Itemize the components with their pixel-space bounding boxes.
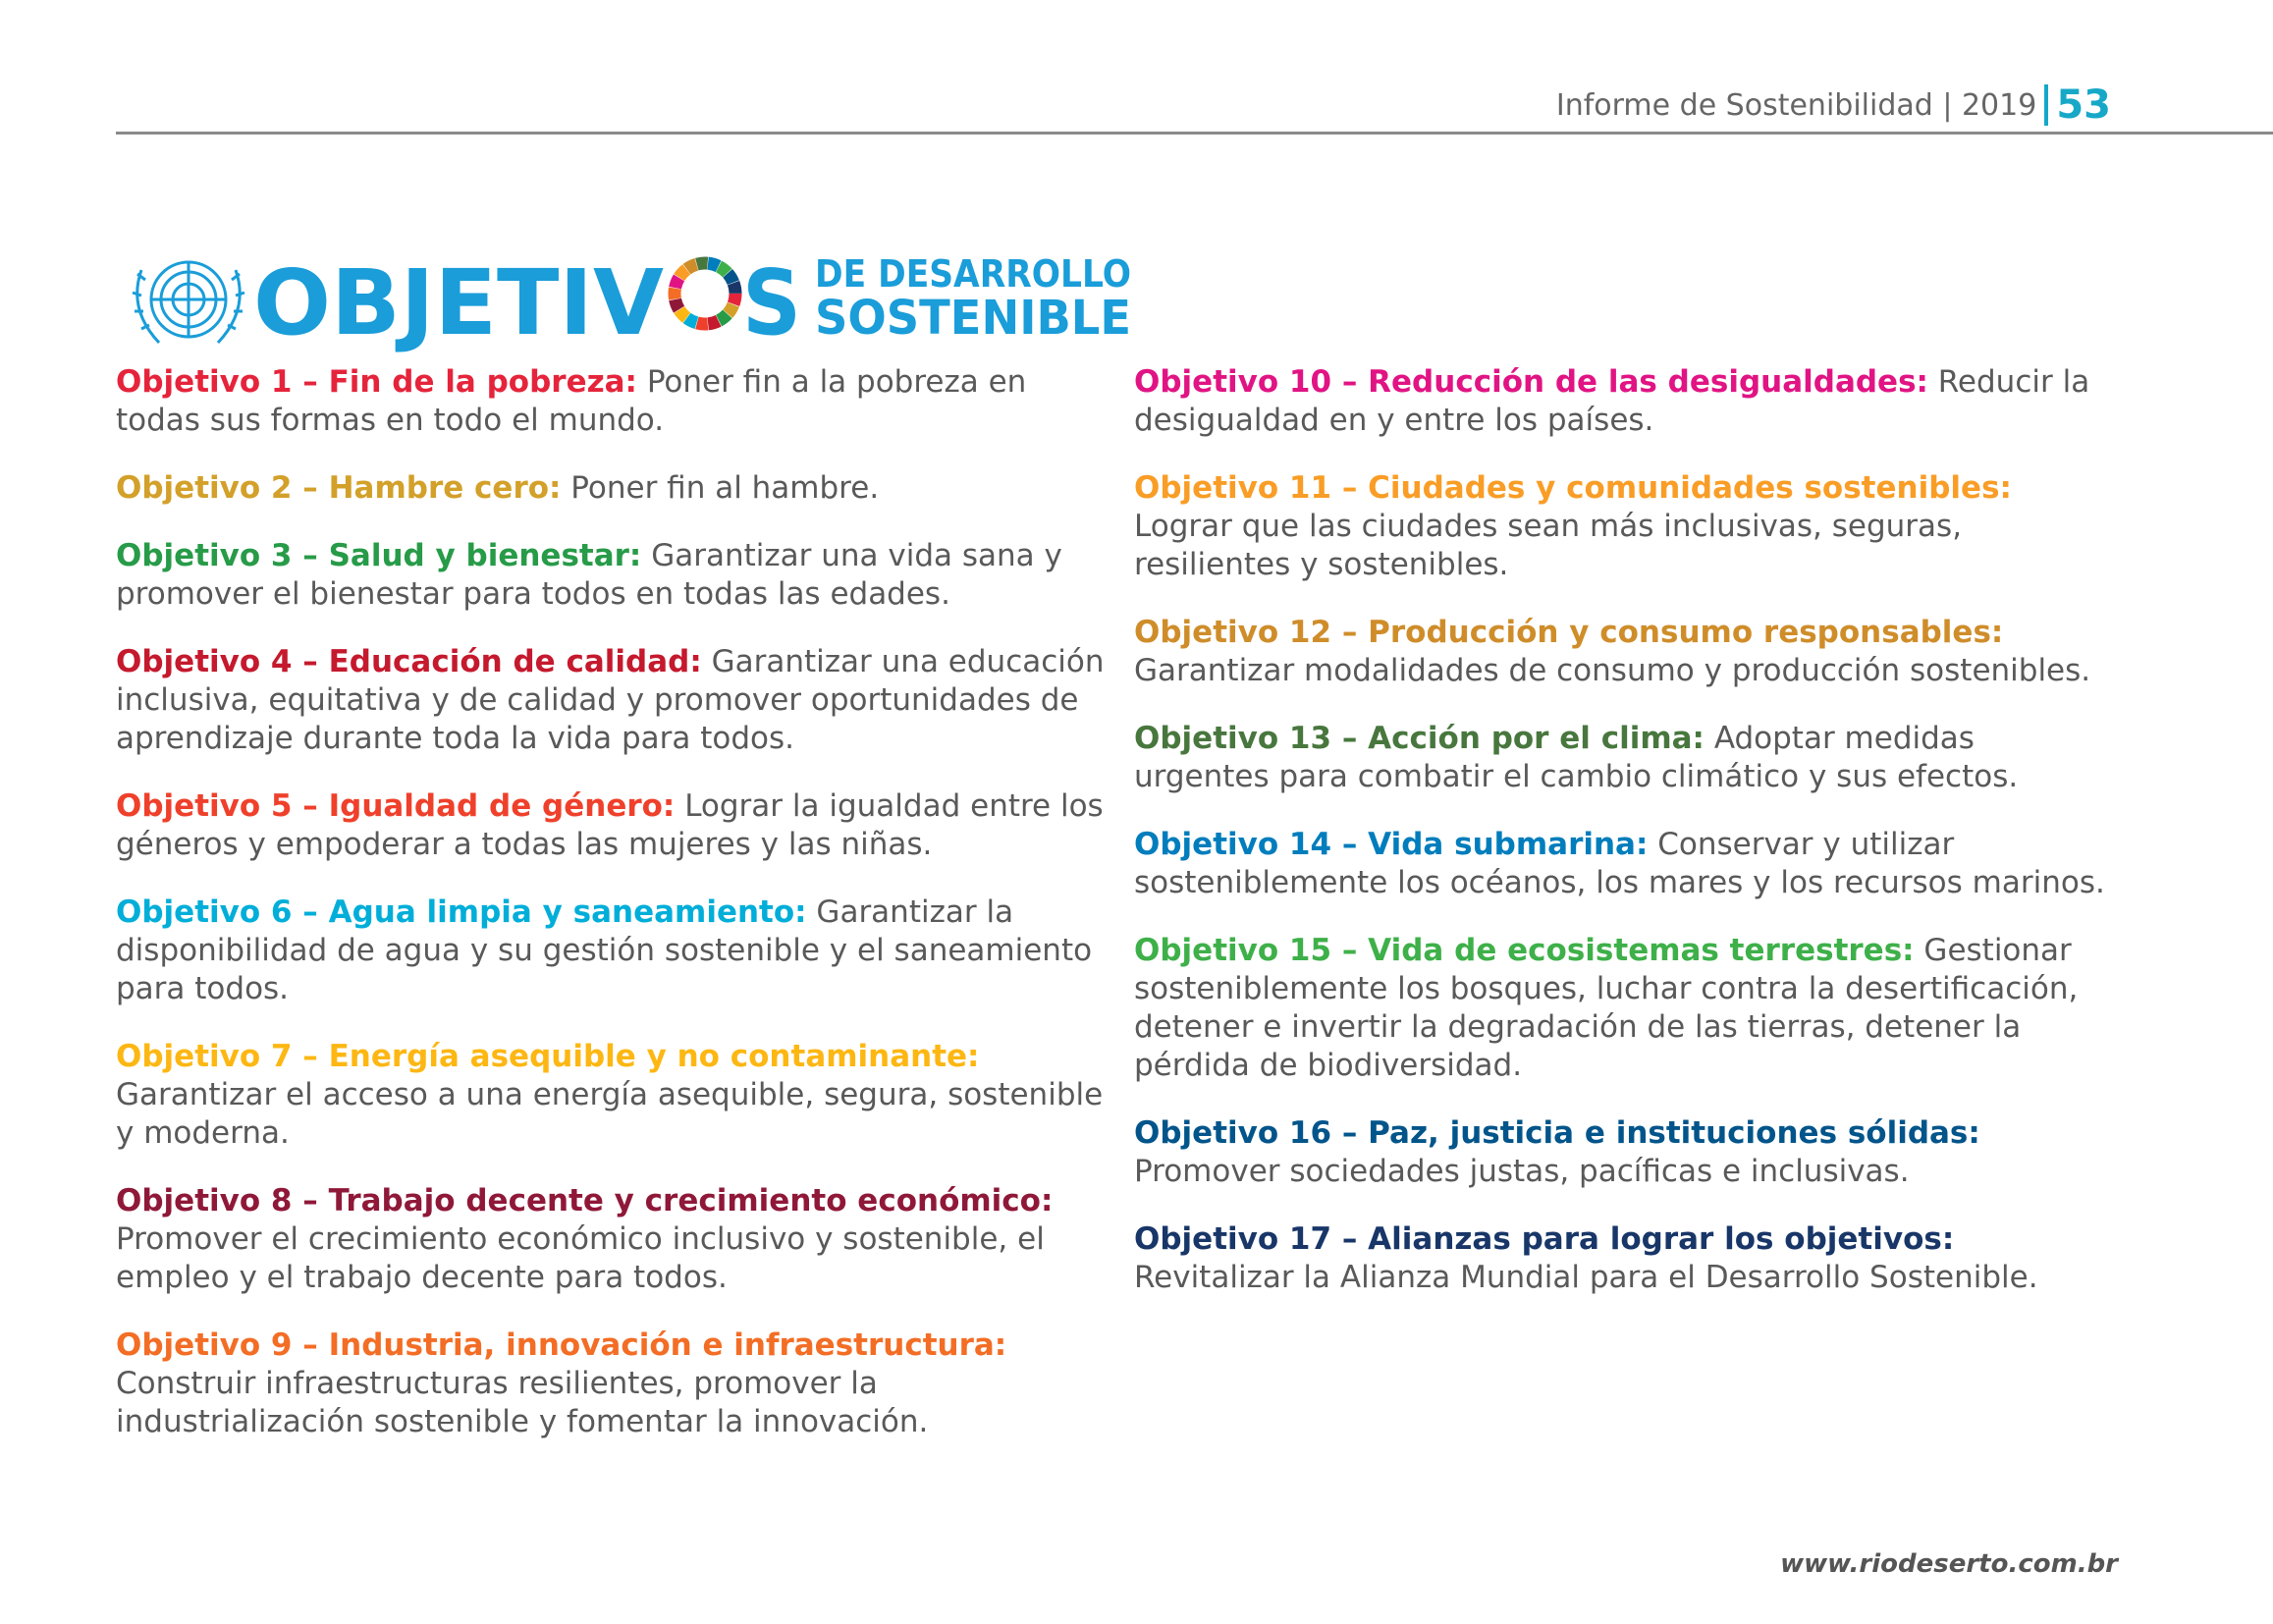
goal-description: Revitalizar la Alianza Mundial para el Desarrollo Sostenible. — [1134, 1260, 2038, 1295]
goal-item — [1134, 720, 2116, 796]
goal-description: Conservar y utilizar sosteniblemente los océanos, los mares y los recursos marinos. — [1134, 827, 2105, 900]
goal-description: Poner fin al hambre. — [570, 470, 880, 506]
goal-title: Objetivo 17 – Alianzas para lograr los objetivos: — [1134, 1221, 1955, 1257]
goal-title: Objetivo 8 – Trabajo decente y crecimiento económico: — [116, 1183, 1054, 1218]
goal-title: Objetivo 9 – Industria, innovación e infraestructura: — [116, 1327, 1007, 1363]
goals-column-left — [116, 363, 1112, 1441]
goal-description: Garantizar modalidades de consumo y producción sostenibles. — [1134, 653, 2091, 688]
goal-description: Adoptar medidas urgentes para combatir el cambio climático y sus efectos. — [1134, 721, 2019, 794]
sdg-logo — [137, 245, 1139, 353]
page-number: 53 — [2044, 84, 2111, 126]
goal-title: Objetivo 4 – Educación de calidad: — [116, 644, 702, 679]
goal-item — [116, 363, 1112, 440]
goals-column-right — [1134, 363, 2116, 1297]
goal-title: Objetivo 6 – Agua limpia y saneamiento: — [116, 894, 807, 930]
goal-item — [1134, 1220, 2116, 1297]
goal-title: Objetivo 5 – Igualdad de género: — [116, 788, 676, 824]
goal-title: Objetivo 1 – Fin de la pobreza: — [116, 364, 637, 400]
un-emblem-icon — [133, 262, 244, 343]
goal-item — [1134, 614, 2116, 690]
goal-item — [116, 1182, 1112, 1297]
goal-title: Objetivo 3 – Salud y bienestar: — [116, 538, 642, 573]
goal-title: Objetivo 10 – Reducción de las desigualdades: — [1134, 364, 1928, 400]
goal-description: Garantizar una educación inclusiva, equitativa y de calidad y promover oportunidades de aprendizaje durante toda la vida para todos. — [116, 644, 1105, 756]
sdg-logo-graphic — [137, 245, 1139, 353]
goal-title: Objetivo 13 – Acción por el clima: — [1134, 721, 1705, 756]
goal-item — [116, 787, 1112, 864]
goal-item — [1134, 932, 2116, 1085]
goal-title: Objetivo 12 – Producción y consumo responsables: — [1134, 615, 2004, 650]
goal-description: Reducir la desigualdad en y entre los países. — [1134, 364, 2090, 438]
goal-description: Lograr la igualdad entre los géneros y empoderar a todas las mujeres y las niñas. — [116, 788, 1104, 862]
goal-item — [1134, 469, 2116, 584]
goal-description: Promover el crecimiento económico inclusivo y sostenible, el empleo y el trabajo decente para todos. — [116, 1221, 1045, 1295]
goal-item — [1134, 1114, 2116, 1191]
goal-item — [116, 643, 1112, 758]
goal-description: Lograr que las ciudades sean más inclusivas, seguras, resilientes y sostenibles. — [1134, 509, 1963, 582]
goal-title: Objetivo 2 – Hambre cero: — [116, 470, 562, 506]
goal-item — [116, 537, 1112, 614]
goal-item — [1134, 363, 2116, 440]
report-title: Informe de Sostenibilidad | 2019 — [1555, 88, 2037, 123]
goal-item — [116, 893, 1112, 1008]
logo-subtitle-line1: DE DESARROLLO — [815, 252, 1131, 296]
goal-title: Objetivo 16 – Paz, justicia e instituciones sólidas: — [1134, 1115, 1980, 1151]
goal-title: Objetivo 14 – Vida submarina: — [1134, 827, 1649, 862]
goal-description: Garantizar el acceso a una energía asequible, segura, sostenible y moderna. — [116, 1077, 1104, 1151]
goal-item — [116, 1038, 1112, 1153]
logo-word-objetiv: OBJETIV — [253, 250, 664, 355]
page-header — [1556, 79, 2111, 126]
goal-title: Objetivo 15 – Vida de ecosistemas terrestres: — [1134, 933, 1915, 968]
goal-item — [116, 469, 1112, 508]
footer-website[interactable]: www.riodeserto.com.br — [1780, 1549, 2118, 1579]
logo-letter-s: S — [742, 250, 801, 355]
goal-title: Objetivo 7 – Energía asequible y no contaminante: — [116, 1039, 980, 1074]
goal-description: Promover sociedades justas, pacíficas e inclusivas. — [1134, 1154, 1910, 1189]
goal-description: Gestionar sosteniblemente los bosques, luchar contra la desertificación, detener e invertir la degradación de las tierras, detener la pérdida de biodiversidad. — [1134, 933, 2079, 1083]
header-divider — [116, 132, 2273, 135]
goal-description: Construir infraestructuras resilientes, promover la industrialización sostenible y fomentar la innovación. — [116, 1366, 929, 1439]
goal-description: Garantizar la disponibilidad de agua y su gestión sostenible y el saneamiento para todos. — [116, 894, 1093, 1006]
goal-description: Poner fin a la pobreza en todas sus formas en todo el mundo. — [116, 364, 1027, 438]
goal-description: Garantizar una vida sana y promover el bienestar para todos en todas las edades. — [116, 538, 1062, 612]
sdg-color-wheel-icon — [675, 263, 735, 324]
goal-item — [116, 1326, 1112, 1441]
logo-subtitle-line2: SOSTENIBLE — [815, 291, 1131, 346]
goal-title: Objetivo 11 – Ciudades y comunidades sostenibles: — [1134, 470, 2012, 506]
goal-item — [1134, 826, 2116, 902]
